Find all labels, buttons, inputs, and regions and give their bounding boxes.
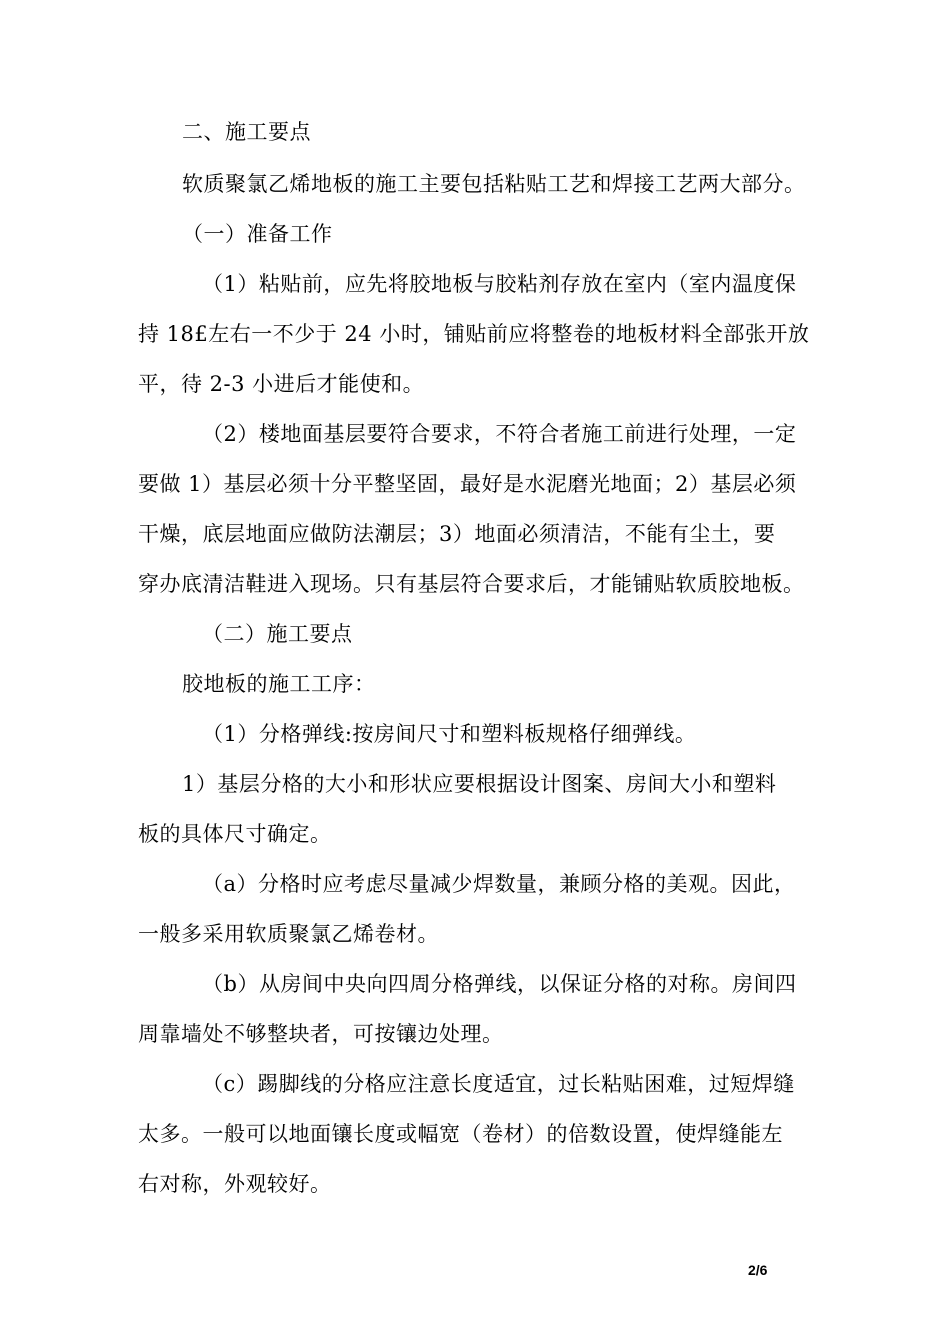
subsection-heading: （二）施工要点 xyxy=(202,622,353,646)
paragraph-line: （a）分格时应考虑尽量减少焊数量，兼顾分格的美观。因此， xyxy=(202,872,796,896)
paragraph-line: （b）从房间中央向四周分格弹线，以保证分格的对称。房间四 xyxy=(202,972,797,996)
paragraph-line: （1）分格弹线:按房间尺寸和塑料板规格仔细弹线。 xyxy=(202,722,697,746)
paragraph-line: 太多。一般可以地面镶长度或幅宽（卷材）的倍数设置，使焊缝能左 xyxy=(138,1122,783,1146)
paragraph-line: 板的具体尺寸确定。 xyxy=(138,822,332,846)
paragraph-line: 平，待 2-3 小进后才能使和。 xyxy=(138,372,425,396)
paragraph-line: （1）粘贴前，应先将胶地板与胶粘剂存放在室内（室内温度保 xyxy=(202,272,797,296)
subsection-heading: （一）准备工作 xyxy=(182,222,333,246)
paragraph-line: 1）基层分格的大小和形状应要根据设计图案、房间大小和塑料 xyxy=(182,772,777,796)
paragraph-line: 持 18£左右一不少于 24 小时，铺贴前应将整卷的地板材料全部张开放 xyxy=(138,322,810,346)
paragraph-line: 右对称，外观较好。 xyxy=(138,1172,332,1196)
page-number: 2/6 xyxy=(748,1262,768,1278)
section-heading: 二、施工要点 xyxy=(182,120,311,144)
paragraph-line: 穿办底清洁鞋进入现场。只有基层符合要求后，才能铺贴软质胶地板。 xyxy=(138,572,805,596)
paragraph-line: 要做 1）基层必须十分平整坚固，最好是水泥磨光地面；2）基层必须 xyxy=(138,472,797,496)
paragraph-line: 周靠墙处不够整块者，可按镶边处理。 xyxy=(138,1022,504,1046)
paragraph-line: 软质聚氯乙烯地板的施工主要包括粘贴工艺和焊接工艺两大部分。 xyxy=(182,172,806,196)
paragraph-line: （2）楼地面基层要符合要求，不符合者施工前进行处理，一定 xyxy=(202,422,797,446)
paragraph-line: （c）踢脚线的分格应注意长度适宜，过长粘贴困难，过短焊缝 xyxy=(202,1072,795,1096)
paragraph-line: 干燥，底层地面应做防法潮层；3）地面必须清洁，不能有尘土，要 xyxy=(138,522,776,546)
paragraph-line: 一般多采用软质聚氯乙烯卷材。 xyxy=(138,922,439,946)
paragraph-line: 胶地板的施工工序： xyxy=(182,672,376,696)
